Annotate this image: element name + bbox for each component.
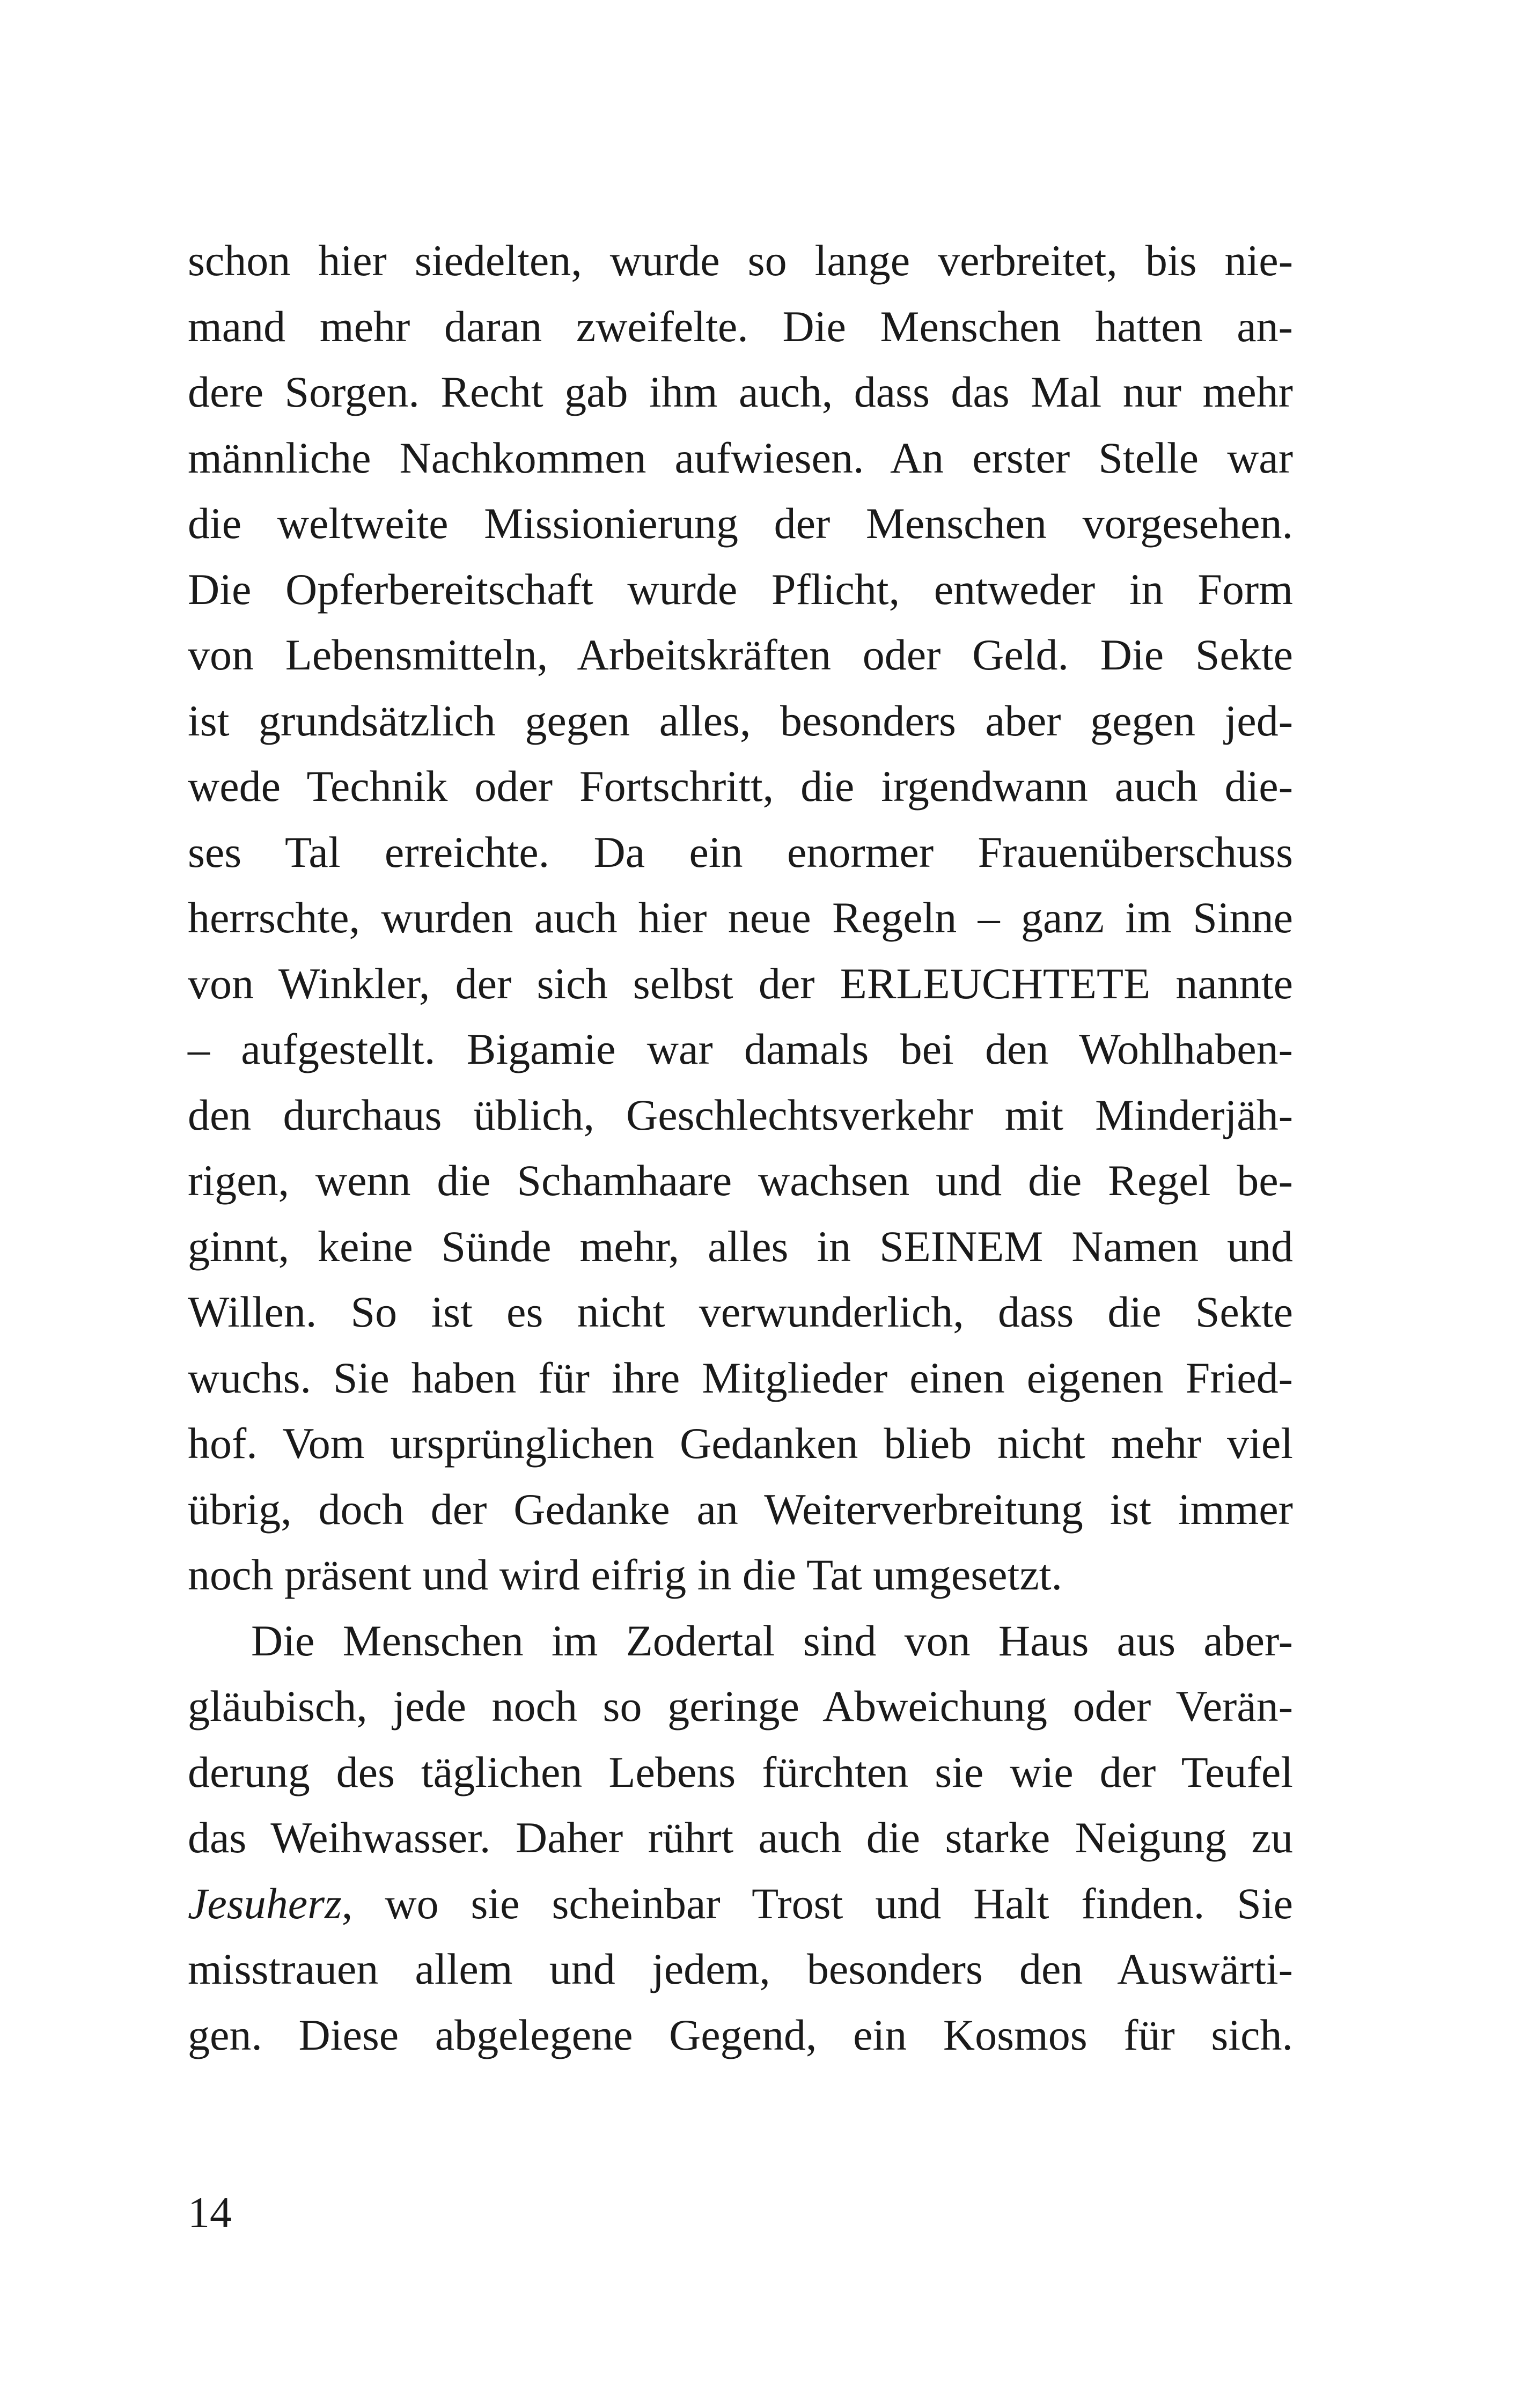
body-text [188,228,1293,2068]
paragraph-end-line: noch präsent und wird eifrig in die Tat umgesetzt. [188,1550,1063,1599]
text-line: schon hier siedelten, wurde so lange verbreitet, bis nie- [188,236,1293,285]
text-line: rigen, wenn die Schamhaare wachsen und die Regel be- [188,1156,1293,1205]
text-line: ses Tal erreichte. Da ein enormer Frauenüberschuss [188,827,1293,877]
paragraph-start-line: Die Menschen im Zodertal sind von Haus aus aber- [251,1616,1293,1665]
text-line: derung des täglichen Lebens fürchten sie wie der Teufel [188,1747,1293,1796]
text-line: männliche Nachkommen aufwiesen. An erster Stelle war [188,433,1293,482]
text-line: von Lebensmitteln, Arbeitskräften oder Geld. Die Sekte [188,630,1293,679]
text-line: die weltweite Missionierung der Menschen vorgesehen. [188,499,1293,548]
text-line: misstrauen allem und jedem, besonders den Auswärti- [188,1945,1293,1993]
page-number: 14 [188,2188,232,2237]
text-line: wuchs. Sie haben für ihre Mitglieder einen eigenen Fried- [188,1353,1293,1402]
text-line: das Weihwasser. Daher rührt auch die starke Neigung zu [188,1813,1293,1862]
text-line: den durchaus üblich, Geschlechtsverkehr mit Minderjäh- [188,1090,1293,1139]
text-line-rest: , wo sie scheinbar Trost und Halt finden. Sie [341,1879,1293,1928]
text-line: dere Sorgen. Recht gab ihm auch, dass das Mal nur mehr [188,367,1293,416]
text-line: hof. Vom ursprünglichen Gedanken blieb nicht mehr viel [188,1419,1293,1468]
text-line: mand mehr daran zweifelte. Die Menschen hatten an- [188,301,1293,351]
text-line: Die Opferbereitschaft wurde Pflicht, entweder in Form [188,564,1293,614]
text-line: von Winkler, der sich selbst der ERLEUCHTETE nannte [188,959,1293,1008]
text-line: ginnt, keine Sünde mehr, alles in SEINEM Namen und [188,1221,1293,1271]
text-line: gen. Diese abgelegene Gegend, ein Kosmos für sich. [188,2010,1293,2059]
text-line: ist grundsätzlich gegen alles, besonders aber gegen jed- [188,696,1293,745]
text-line: gläubisch, jede noch so geringe Abweichung oder Verän- [188,1682,1293,1730]
text-line: wede Technik oder Fortschritt, die irgendwann auch die- [188,762,1293,811]
text-line: übrig, doch der Gedanke an Weiterverbreitung ist immer [188,1484,1293,1534]
italic-term: Jesuherz [188,1879,342,1928]
text-line-with-italic [188,1871,1293,1937]
text-line: herrschte, wurden auch hier neue Regeln – ganz im Sinne [188,893,1293,942]
text-line: – aufgestellt. Bigamie war damals bei den Wohlhaben- [188,1025,1293,1073]
text-line: Willen. So ist es nicht verwunderlich, dass die Sekte [188,1287,1293,1336]
